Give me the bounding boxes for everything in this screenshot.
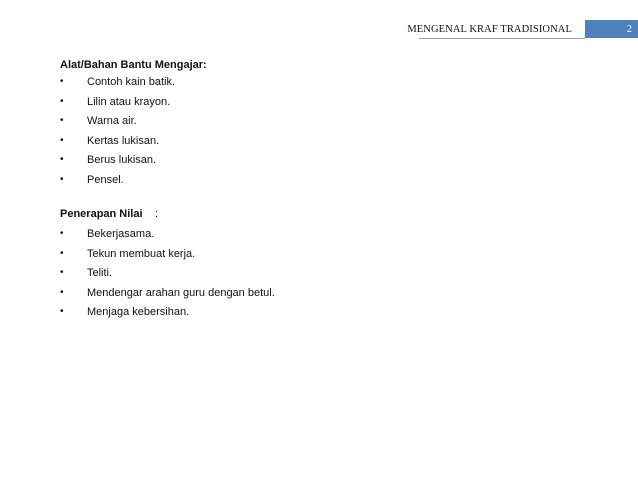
header-title: MENGENAL KRAF TRADISIONAL [407,24,572,35]
list-item [60,134,207,154]
values-section [60,208,275,325]
list-item-text: Bekerjasama. [87,228,155,240]
bullet-icon: • [60,134,64,146]
list-item [60,247,196,267]
list-item-text: Warna air. [87,115,137,127]
page-header [0,20,638,42]
list-item [60,114,207,134]
list-item-text: Lilin atau krayon. [87,95,171,108]
bullet-icon: • [60,247,64,259]
list-item [60,305,190,325]
list-item-text: Kertas lukisan. [87,134,160,147]
list-item-text: Berus lukisan. [87,154,157,166]
bullet-icon: • [60,173,64,185]
bullet-icon: • [60,286,64,298]
values-heading-colon: : [155,208,159,220]
bullet-icon: • [60,154,64,165]
bullet-icon: • [60,76,64,87]
list-item [60,95,207,115]
materials-section [60,59,207,192]
list-item [60,266,143,286]
bullet-icon: • [60,228,64,239]
values-heading-text: Penerapan Nilai [60,208,143,220]
list-item-text: Teliti. [87,267,113,279]
page-number: 2 [626,24,632,35]
list-item-text: Contoh kain batik. [87,76,176,88]
list-item [60,153,207,173]
list-item-text: Pensel. [87,173,124,186]
materials-list [60,75,207,192]
list-item [60,75,207,95]
materials-heading [60,59,207,73]
list-item-text: Menjaga kebersihan. [87,306,190,318]
list-item [60,173,207,193]
bullet-icon: • [60,306,64,317]
values-list [60,227,275,325]
header-rule [419,38,585,39]
bullet-icon: • [60,115,64,126]
values-heading [60,208,159,222]
bullet-icon: • [60,95,64,107]
list-item [60,227,155,247]
bullet-icon: • [60,267,64,278]
materials-heading-text: Alat/Bahan Bantu Mengajar: [60,59,207,71]
page-number-box [585,20,638,38]
list-item-text: Mendengar arahan guru dengan betul. [87,286,275,299]
list-item-text: Tekun membuat kerja. [87,247,196,260]
list-item [60,286,275,306]
